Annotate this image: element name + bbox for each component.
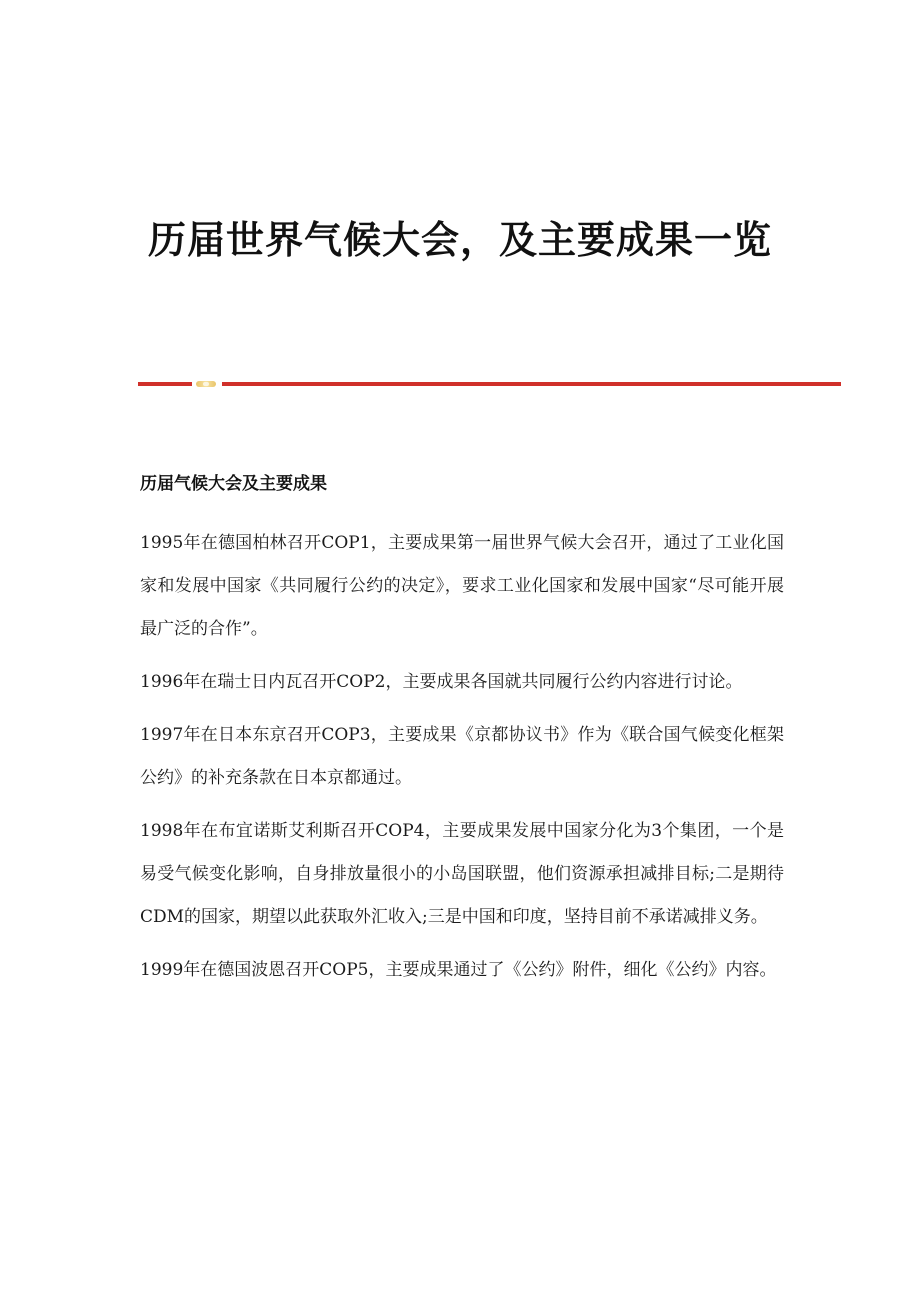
paragraph-cop2: 1996年在瑞士日内瓦召开COP2，主要成果各国就共同履行公约内容进行讨论。: [140, 672, 743, 692]
page-title: 历届世界气候大会，及主要成果一览: [147, 217, 772, 262]
divider-ornament-icon: [196, 381, 216, 387]
document-body: [140, 522, 784, 1002]
title-divider: [138, 379, 841, 389]
divider-bar-left: [138, 382, 192, 386]
paragraph-cop5: 1999年在德国波恩召开COP5，主要成果通过了《公约》附件，细化《公约》内容。: [140, 960, 777, 980]
paragraph-cop4: 1998年在布宜诺斯艾利斯召开COP4，主要成果发展中国家分化为3个集团，一个是易受气候变化影响，自身排放量很小的小岛国联盟，他们资源承担减排目标;二是期待CDM的国家，期望以此获取外汇收入;三是中国和印度，坚持目前不承诺减排义务。: [140, 821, 784, 927]
paragraph-cop3: 1997年在日本东京召开COP3，主要成果《京都协议书》作为《联合国气候变化框架公约》的补充条款在日本京都通过。: [140, 725, 784, 788]
divider-bar-right: [222, 382, 841, 386]
section-heading: 历届气候大会及主要成果: [140, 474, 327, 494]
paragraph-cop1: 1995年在德国柏林召开COP1，主要成果第一届世界气候大会召开，通过了工业化国家和发展中国家《共同履行公约的决定》，要求工业化国家和发展中国家“尽可能开展最广泛的合作”。: [140, 533, 784, 639]
